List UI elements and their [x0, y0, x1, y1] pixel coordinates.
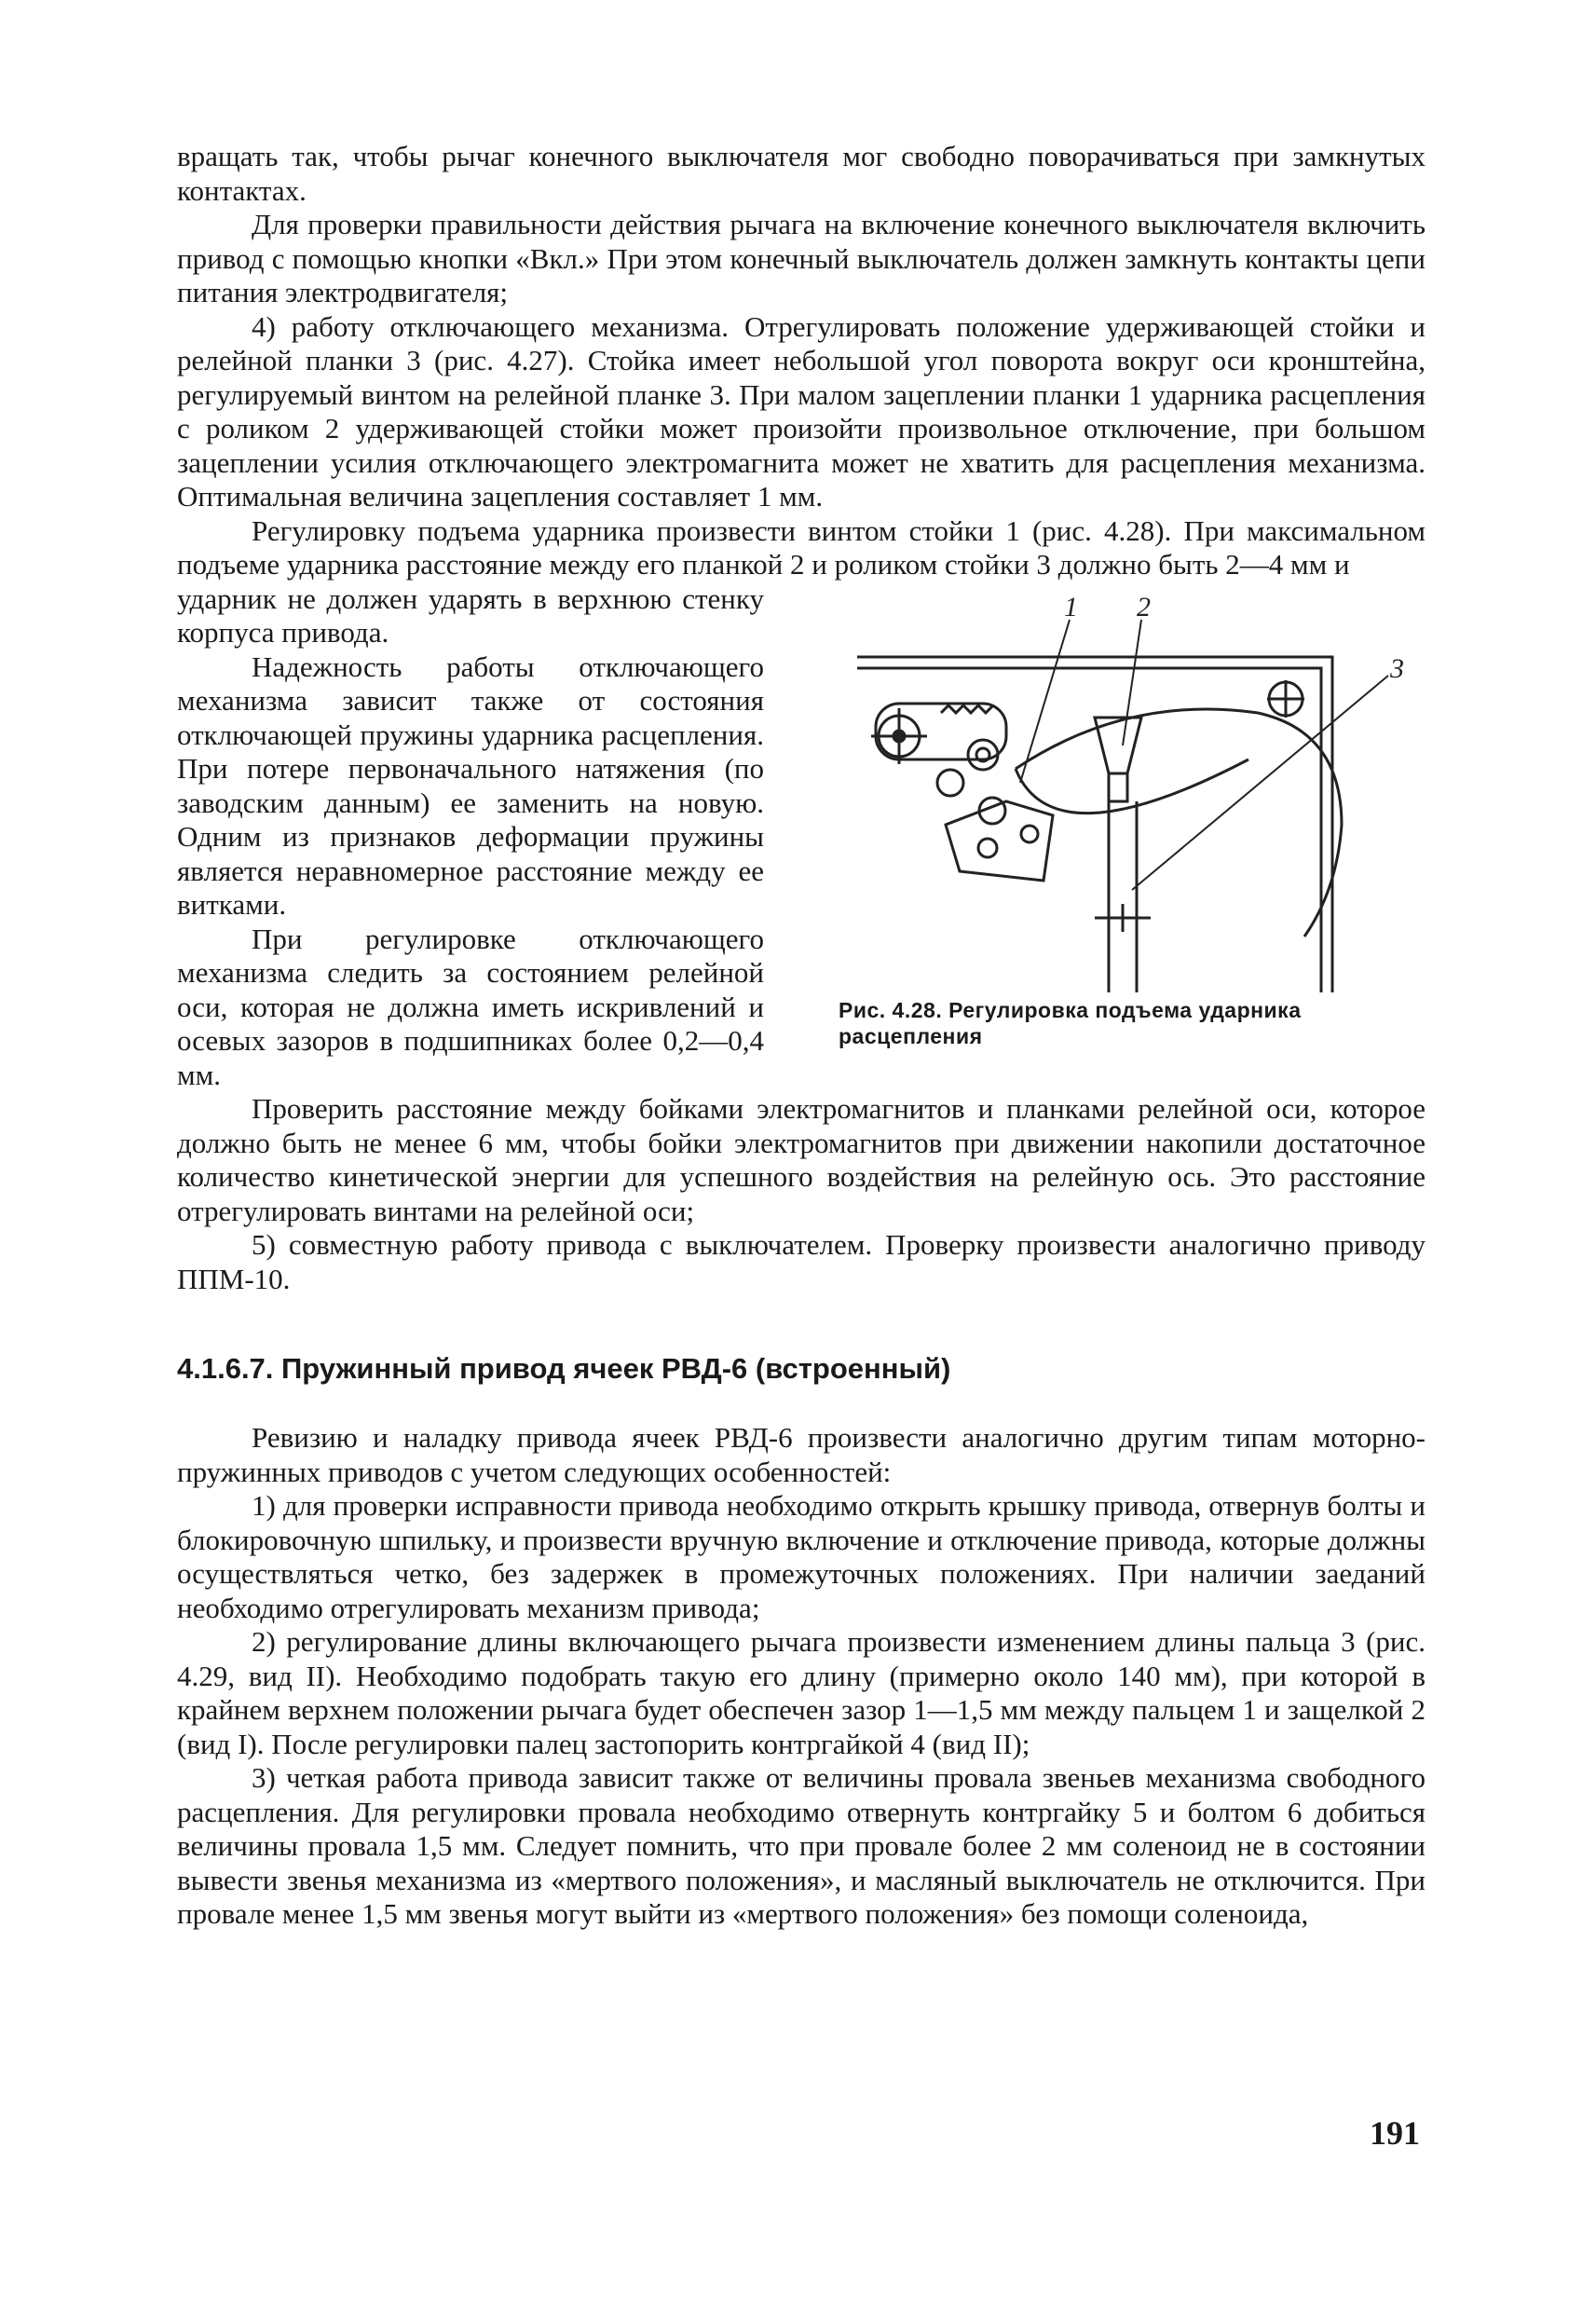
bracket-bolt	[978, 839, 997, 857]
page-body	[177, 140, 1425, 1932]
paragraph: 3) четкая работа привода зависит также от величины провала звеньев механизма свободного расцепления. Для регулировки провала необходимо отвернуть контргайку 5 и болтом 6 добиться величины провала 1,5 мм. Следует помнить, что при провале более 2 мм соленоид не в состоянии вывести звенья механизма из «мертвого положения», и масляный выключатель не отключится. При провале менее 1,5 мм звенья могут выйти из «мертвого положения» без помощи соленоида,	[177, 1761, 1425, 1930]
housing-inner-line	[857, 668, 1321, 992]
label-3: 3	[1390, 652, 1404, 684]
page-number: 191	[1370, 2114, 1420, 2152]
housing-outer-line	[857, 657, 1332, 992]
paragraph: 4) работу отключающего механизма. Отрегулировать положение удерживающей стойки и релейной планки 3 (рис. 4.27). Стойка имеет небольшой угол поворота вокруг оси кронштейна, регулируемый винтом на релейной планке 3. При малом зацеплении планки 1 ударника расцепления с роликом 2 удерживающей стойки может произойти произвольное отключение, при большом зацеплении усилия отключающего электромагнита может не хватить для расцепления механизма. Оптимальная величина зацепления составляет 1 мм.	[177, 309, 1425, 513]
paragraph: 2) регулирование длины включающего рычага произвести изменением длины пальца 3 (рис. 4.29, вид II). Необходимо подобрать такую его длину (примерно около 140 мм), при которой в крайнем верхнем положении рычага будет обеспечен зазор 1—1,5 мм между пальцем 1 и защелкой 2 (вид I). После регулировки палец застопорить контргайкой 4 (вид II);	[177, 1625, 1425, 1760]
paragraph: Проверить расстояние между бойками электромагнитов и планками релейной оси, которое должно быть не менее 6 мм, чтобы бойки электромагнитов при движении накопили достаточное количество кинетической энергии для успешного воздействия на релейную ось. Это расстояние отрегулировать винтами на релейной оси;	[177, 1092, 1425, 1227]
right-pivot-crosshair	[1267, 680, 1304, 718]
mechanism-drawing	[820, 582, 1425, 992]
section-heading: 4.1.6.7. Пружинный привод ячеек РВД-6 (встроенный)	[177, 1352, 951, 1385]
striker-arm	[1016, 709, 1342, 937]
roller	[968, 740, 998, 770]
wrapped-text-column	[177, 582, 764, 1093]
leader-line-3	[1132, 676, 1388, 890]
label-1: 1	[1064, 591, 1078, 622]
paragraph: Регулировку подъема ударника произвести винтом стойки 1 (рис. 4.28). При максимальном подъеме ударника расстояние между его планкой 2 и роликом стойки 3 должно быть 2—4 мм и	[177, 513, 1425, 581]
figure-wrap-block	[177, 582, 1425, 1093]
holding-stand	[1109, 801, 1137, 992]
paragraph: Надежность работы отключающего механизма зависит также от состояния отключающей пружины ударника расцепления. При потере первоначального натяжения (по заводским данным) ее заменить на новую. Одним из признаков деформации пружины является неравномерное расстояние между ее витками.	[177, 650, 764, 921]
figure-caption: Рис. 4.28. Регулировка подъема ударника расцепления	[839, 997, 1302, 1048]
paragraph: Для проверки правильности действия рычага на включение конечного выключателя включить привод с помощью кнопки «Вкл.» При этом конечный выключатель должен замкнуть контакты цепи питания электродвигателя;	[177, 208, 1425, 308]
tripping-spring	[941, 705, 993, 713]
paragraph: 5) совместную работу привода с выключателем. Проверку произвести аналогично приводу ППМ-10.	[177, 1228, 1425, 1295]
leader-line-1	[1020, 620, 1070, 783]
adjust-screw	[1095, 904, 1151, 932]
striker-neck	[1109, 773, 1127, 801]
latch-bracket	[946, 801, 1053, 881]
paragraph: 1) для проверки исправности привода необходимо открыть крышку привода, отвернув болты и блокировочную шпильку, и произвести вручную включение и отключение привода, которые должны осуществляться четко, без задержек в промежуточных положениях. При наличии заеданий необходимо отрегулировать механизм привода;	[177, 1489, 1425, 1624]
paragraph: ударник не должен ударять в верхнюю стенку корпуса привода.	[177, 581, 764, 649]
paragraph: вращать так, чтобы рычаг конечного выключателя мог свободно поворачиваться при замкнутых контактах.	[177, 140, 1425, 207]
bracket-bolt	[1021, 826, 1038, 842]
roller	[937, 770, 963, 796]
paragraph: Ревизию и наладку привода ячеек РВД-6 произвести аналогично другим типам моторно-пружинных приводов с учетом следующих особенностей:	[177, 1421, 1425, 1488]
striker-plate	[1016, 759, 1248, 814]
figure-4-28	[820, 582, 1425, 1058]
label-2: 2	[1137, 591, 1151, 622]
paragraph: При регулировке отключающего механизма следить за состоянием релейной оси, которая не должна иметь искривлений и осевых зазоров в подшипниках более 0,2—0,4 мм.	[177, 922, 764, 1091]
